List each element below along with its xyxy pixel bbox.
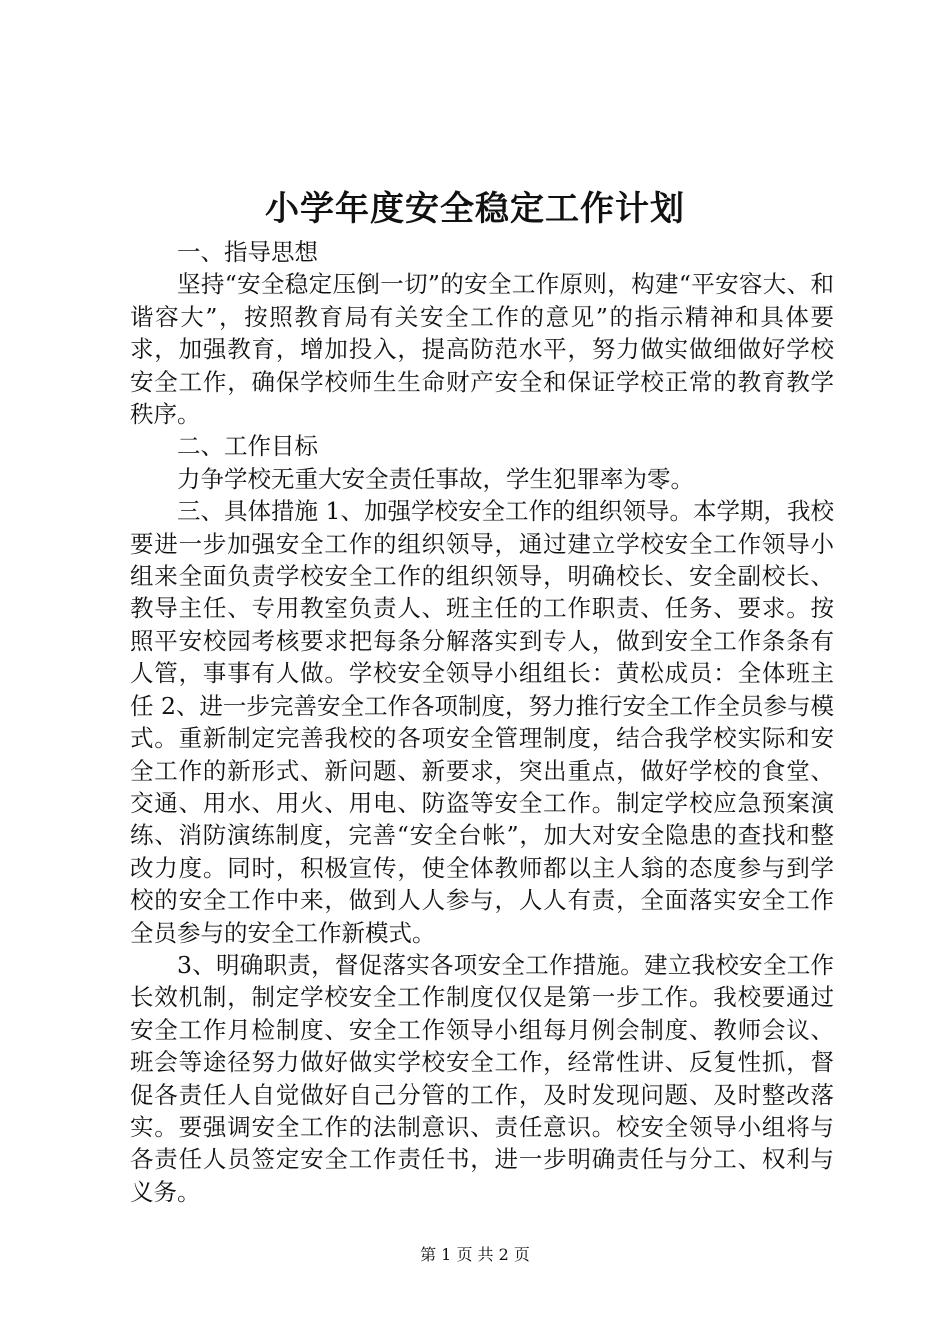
paragraph-responsibilities: 3、明确职责，督促落实各项安全工作措施。建立我校安全工作长效机制，制定学校安全工作制度仅仅是第一步工作。我校要通过安全工作月检制度、安全工作领导小组每月例会制度、教师会议、班会等途径努力做好做实学校安全工作，经常性讲、反复性抓，督促各责任人自觉做好自己分管的工作，及时发现问题、及时整改落实。要强调安全工作的法制意识、责任意识。校安全领导小组将与各责任人员签定安全工作责任书，进一步明确责任与分工、权利与义务。 bbox=[130, 950, 834, 1206]
page-number-footer: 第 1 页 共 2 页 bbox=[420, 1245, 530, 1264]
document-body bbox=[130, 236, 834, 1208]
section-heading-work-goals: 二、工作目标 bbox=[177, 432, 318, 461]
document-title: 小学年度安全稳定工作计划 bbox=[265, 189, 685, 229]
paragraph-specific-measures: 三、具体措施 1、加强学校安全工作的组织领导。本学期，我校要进一步加强安全工作的组织领导，通过建立学校安全工作领导小组来全面负责学校安全工作的组织领导，明确校长、安全副校长、教导主任、专用教室负责人、班主任的工作职责、任务、要求。按照平安校园考核要求把每条分解落实到专人，做到安全工作条条有人管，事事有人做。学校安全领导小组组长：黄松成员：全体班主任 2、进一步完善安全工作各项制度，努力推行安全工作全员参与模式。重新制定完善我校的各项安全管理制度，结合我学校实际和安全工作的新形式、新问题、新要求，突出重点，做好学校的食堂、交通、用水、用火、用电、防盗等安全工作。制定学校应急预案演练、消防演练制度，完善“安全台帐”，加大对安全隐患的查找和整改力度。同时，积极宣传，使全体教师都以主人翁的态度参与到学校的安全工作中来，做到人人参与，人人有责，全面落实安全工作全员参与的安全工作新模式。 bbox=[130, 497, 834, 947]
paragraph-guiding-ideology: 坚持“安全稳定压倒一切”的安全工作原则，构建“平安容大、和谐容大”，按照教育局有关安全工作的意见”的指示精神和具体要求，加强教育，增加投入，提高防范水平，努力做实做细做好学校安全工作，确保学校师生生命财产安全和保证学校正常的教育教学秩序。 bbox=[130, 270, 834, 429]
paragraph-work-goals: 力争学校无重大安全责任事故，学生犯罪率为零。 bbox=[177, 464, 694, 493]
section-heading-guiding-ideology: 一、指导思想 bbox=[177, 238, 318, 266]
